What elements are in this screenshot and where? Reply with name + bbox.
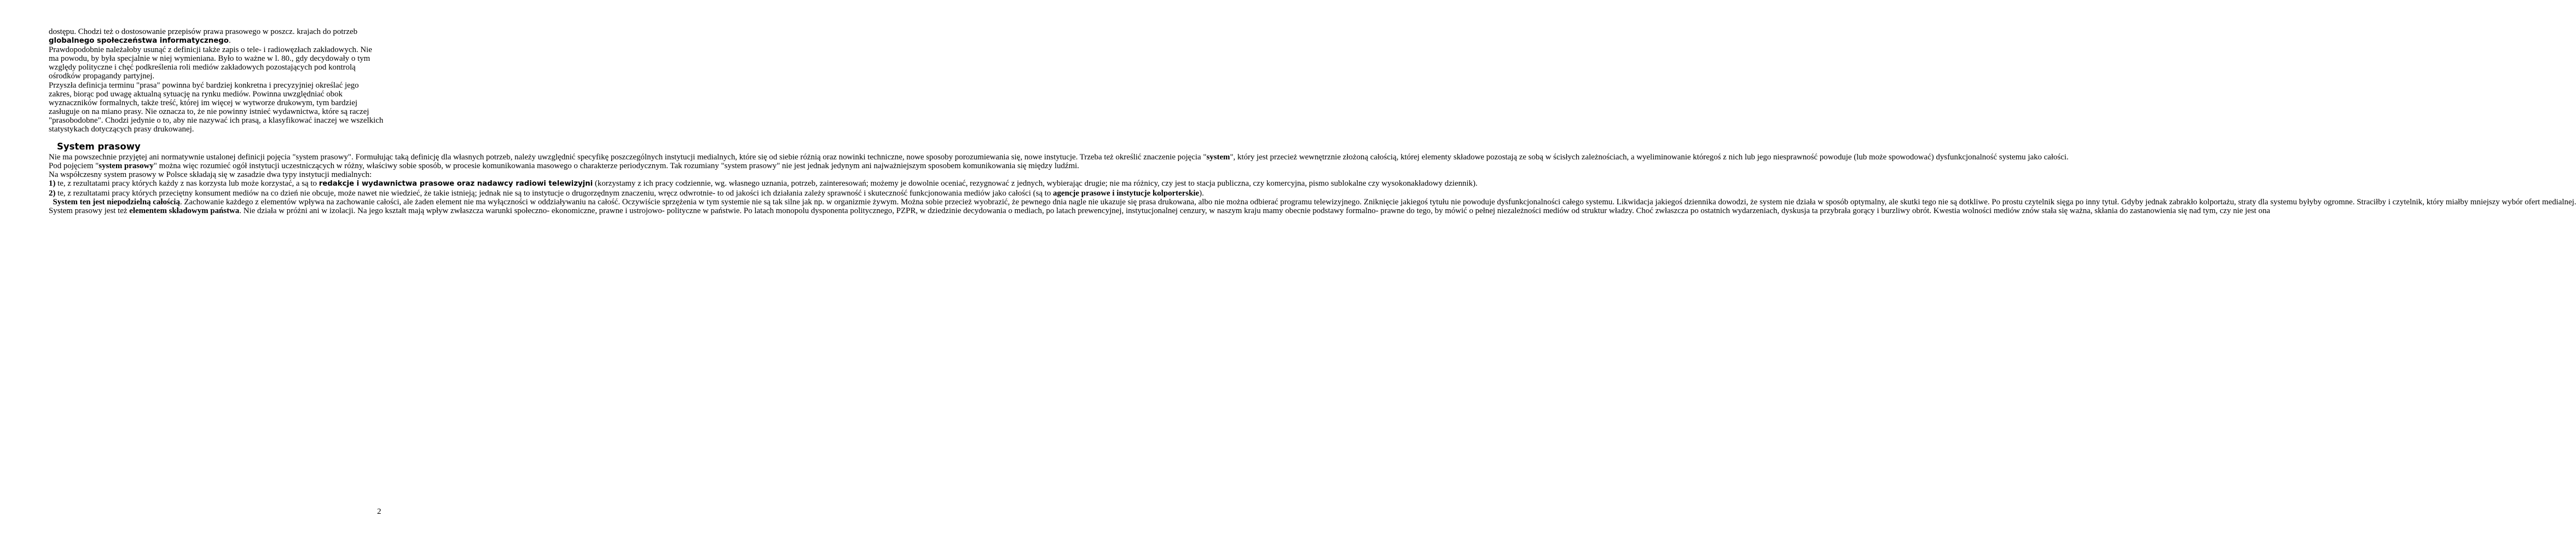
paragraph-press-law-adaptation: [49, 27, 384, 45]
paragraph-press-system-concept: [49, 162, 1079, 171]
bold-phrase: globalnego społeczeństwa informatycznego: [49, 37, 229, 45]
page-number: 2: [377, 507, 381, 516]
bold-phrase: system: [1206, 153, 1230, 162]
text-segment: " można więc rozumieć ogół instytucji uczestniczących w różny, właściwy sobie sposób, w procesie komunikowania masowego o charakterze periodycznym. Tak rozumiany "system prasowy" nie jest jednak jedynym ani najważniejszym sposobem komunikowania się między ludźmi.: [153, 162, 1079, 171]
paragraph-future-press-definition: Przyszła definicja terminu "prasa" powinna być bardziej konkretna i precyzyjniej określać jego zakres, biorąc pod uwagę aktualną sytuację na rynku mediów. Powinna uwzględniać obok wyznaczników formalnych, także treść, której im więcej w wytworze drukowym, tym bardziej zasługuje on na miano prasy. Nie oznacza to, że nie powinny istnieć wydawnictwa, które są raczej "prasobodobne". Chodzi jedynie o to, aby nie nazywać ich prasą, a klasyfikować inaczej we wszelkich statystykach dotyczących prasy drukowanej.: [49, 81, 384, 134]
paragraph-system-definition: [49, 153, 2069, 162]
bold-phrase: system prasowy: [99, 162, 154, 171]
text-segment: Nie ma powszechnie przyjętej ani normatywnie ustalonej definicji pojęcia "system prasowy". Formułując taką definicję dla własnych potrzeb, należy uwzględnić specyfikę poszczególnych instytucji medialnych, które się od siebie różnią oraz nowinki techniczne, nowe sposoby porozumiewania się, nowe instytucje. Trzeba też określić znaczenie pojęcia ": [49, 153, 1207, 162]
section-heading: System prasowy: [57, 141, 141, 152]
paragraph-radio-relay-definition: Prawdopodobnie należałoby usunąć z definicji także zapis o tele- i radiowęzłach zakładowych. Nie ma powodu, by była specjalnie w niej wymieniana. Było to ważne w l. 80., gdy decydowały o tym względy polityczne i chęć podkreślenia roli mediów zakładowych pozostających pod kontrolą ośrodków propagandy partyjnej.: [49, 45, 372, 81]
document-body: [49, 27, 2576, 215]
text-segment: Pod pojęciem ": [49, 162, 99, 171]
list-item: [49, 179, 1478, 188]
text-segment: . Zachowanie każdego z elementów wpływa na zachowanie całości, ale żaden element nie ma wyłączności w oddziaływaniu na całość. Oczywiście sprzężenia w tym systemie nie są tak silne jak np. w organizmie żywym. Można sobie przecież wyobrazić, że pewnego dnia nagle nie ukazuje się prasa drukowana, albo nie można odbierać programu telewizyjnego. Zniknięcie jakiegoś tytułu nie powoduje dysfunkcjonalności całego systemu. Likwidacja jakiegoś dziennika dowodzi, że system nie działa w sposób optymalny, ale skutki tego nie są dotkliwe. Po prostu czytelnik sięga po inny tytuł. Gdyby jednak zabrakło kolportażu, straty dla systemu byłyby ogromne. Straciłby i czytelnik, który miałby mniejszy wybór ofert medialnej.: [180, 197, 2576, 207]
list-item: [49, 188, 1204, 198]
list-marker: 1): [49, 179, 56, 188]
text-segment: .: [228, 36, 231, 45]
text-segment: ", który jest przecież wewnętrznie złożoną całością, której elementy składowe pozostają ze sobą w ścisłych zależnościach, a wyeliminowanie któregoś z nich lub jego niesprawność powoduje (lub może spowodować) dysfunkcjonalność systemu jako całości.: [1230, 153, 2069, 162]
text-segment: . Nie działa w próżni ani w izolacji. Na jego kształt mają wpływ zwłaszcza warunki społeczno- ekonomiczne, prawne i ustrojowo- polityczne w państwie. Po latach monopolu dysponenta politycznego, PZPR, w dziedzinie decydowania o mediach, po latach prewencyjnej, instytucjonalnej cenzury, w naszym kraju mamy obecnie podstawy formalno- prawne do tego, by mówić o pełnej niezależności mediów od struktur władzy. Choć zwłaszcza po ostatnich wydarzeniach, dyskusja ta przybrała gorący i burzliwy obrót. Kwestia wolności mediów znów stała się ważna, skłania do zastanowienia się nad tym, czy nie jest ona: [239, 206, 2271, 215]
paragraph-system-integrity: [49, 197, 2576, 207]
bold-phrase: agencje prasowe i instytucje kolporterskie: [1053, 188, 1200, 198]
list-marker: 2): [49, 188, 56, 198]
text-segment: (korzystamy z ich pracy codziennie, wg. własnego uznania, potrzeb, zainteresowań; możemy je dowolnie oceniać, rezygnować z jednych, wybierając drugie; nie ma różnicy, czy jest to stacja publiczna, czy komercyjna, pismo sublokalne czy wysokonakładowy dziennik).: [593, 179, 1478, 188]
text-segment: ).: [1199, 188, 1204, 198]
text-segment: dostępu. Chodzi też o dostosowanie przepisów prawa prasowego w poszcz. krajach do potrzeb: [49, 27, 358, 36]
text-segment: System prasowy jest też: [49, 206, 130, 215]
text-segment: te, z rezultatami pracy których przeciętny konsument mediów na co dzień nie obcuje, może nawet nie wiedzieć, że takie istnieją; jednak nie są to instytucje o drugorzędnym znaczeniu, wręcz odwrotnie- to od jakości ich działania zależy sprawność i skuteczność funkcjonowania mediów jako całości (są to: [55, 188, 1053, 198]
paragraph-state-component: [49, 206, 2271, 215]
text-segment: te, z rezultatami pracy których każdy z nas korzysta lub może korzystać, a są to: [55, 179, 319, 188]
bold-phrase: elementem składowym państwa: [129, 206, 240, 215]
bold-phrase: System ten jest niepodzielną całością: [53, 197, 180, 207]
paragraph-institution-types: Na współczesny system prasowy w Polsce składają się w zasadzie dwa typy instytucji medialnych:: [49, 170, 372, 180]
bold-phrase: redakcje i wydawnictwa prasowe oraz nadawcy radiowi telewizyjni: [319, 180, 593, 188]
